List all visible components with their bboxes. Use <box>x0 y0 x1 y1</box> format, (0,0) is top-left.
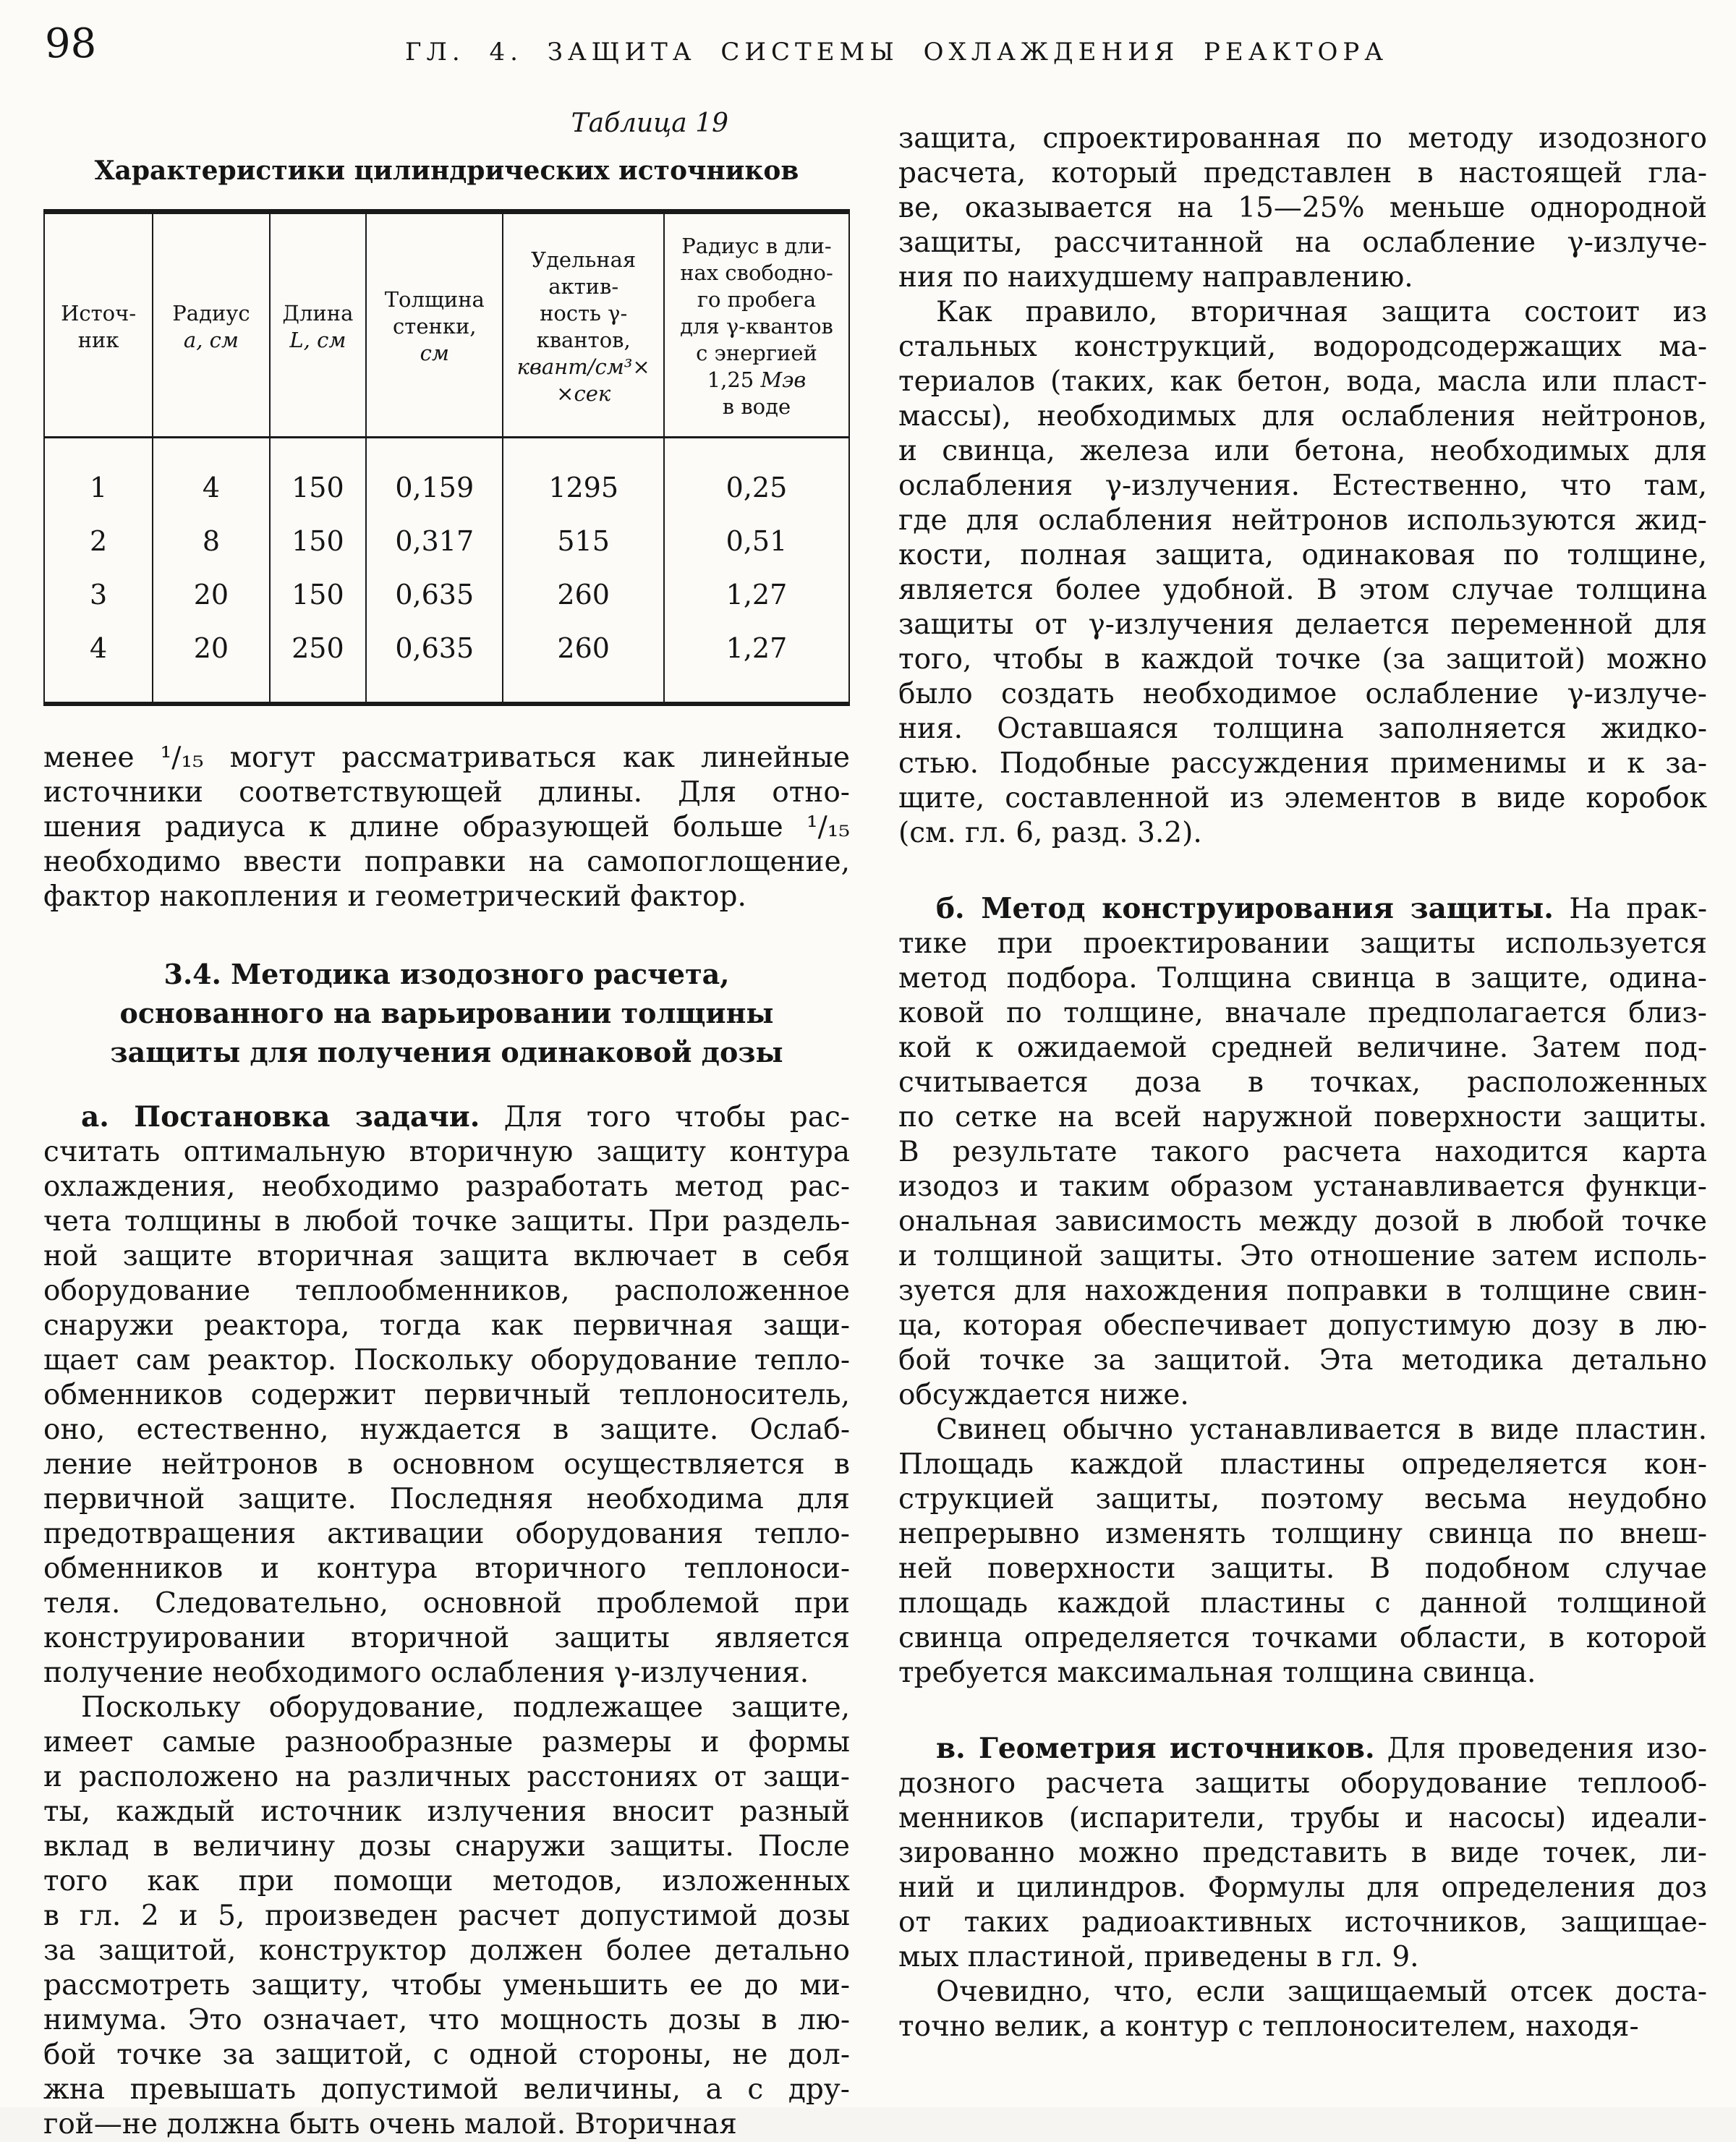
text-line: Толщина <box>384 287 485 312</box>
text-line: ния по наихудшему направлению. <box>898 261 1413 294</box>
text-line: является более удобной. В этом случае толщина <box>898 574 1707 606</box>
text-line: теля. Следовательно, основной проблемой при <box>43 1587 850 1620</box>
text-line: площадь каждой пластины с данной толщиной <box>898 1587 1707 1620</box>
table-cell: 260 <box>503 621 664 704</box>
table-title: Характеристики цилиндрических источников <box>94 156 799 186</box>
table-row <box>44 514 849 568</box>
right-paragraph-2 <box>898 295 1707 851</box>
text-line: в. Геометрия источников. Для проведения изо- <box>936 1732 1708 1765</box>
text-line: Длина <box>282 300 354 326</box>
column-header <box>366 212 503 438</box>
text-line: охлаждения, необходимо разработать метод рас- <box>43 1170 850 1203</box>
table-cell: 1295 <box>503 438 664 515</box>
table-cell: 20 <box>153 621 269 704</box>
left-column <box>43 109 850 2142</box>
text-line: обменников содержит первичный теплоноситель, <box>43 1379 850 1411</box>
text-line: защиты от γ-излучения делается переменной для <box>898 608 1707 641</box>
text-line: расчета, который представлен в настоящей гла- <box>898 157 1707 190</box>
text-line: метод подбора. Толщина свинца в защите, одина- <box>898 962 1707 995</box>
text-line: тике при проектировании защиты используется <box>898 927 1707 960</box>
text-line: 3.4. Методика изодозного расчета, <box>163 958 730 990</box>
text-line: и толщиной защиты. Это отношение затем исполь- <box>898 1240 1707 1272</box>
text-line: актив- <box>548 273 619 299</box>
text-line: го пробега <box>697 287 817 312</box>
text-line: конструировании вторичной защиты является <box>43 1622 850 1654</box>
text-line: свинца определяется точками области, в которой <box>898 1622 1707 1654</box>
table-cell: 260 <box>503 568 664 621</box>
column-header <box>44 212 153 438</box>
text-line: для γ-квантов <box>680 314 833 339</box>
text-line: ца, которая обеспечивает допустимую дозу в лю- <box>898 1309 1707 1342</box>
text-line: дозного расчета защиты оборудование теплооб- <box>898 1767 1707 1800</box>
text-line: стью. Подобные рассуждения применимы и к за- <box>898 747 1707 780</box>
text-line: Источ- <box>61 300 137 326</box>
text-line: мых пластиной, приведены в гл. 9. <box>898 1941 1419 1973</box>
text-line: ния. Оставшаяся толщина заполняется жидко- <box>898 713 1707 745</box>
table-cell: 150 <box>270 514 367 568</box>
text-line: щите, составленной из элементов в виде коробок <box>898 782 1707 815</box>
text-line: защиты для получения одинаковой дозы <box>110 1036 783 1068</box>
table-cell: 1 <box>90 472 108 503</box>
text-line: квант/см³× <box>516 354 650 379</box>
text-line: фактор накопления и геометрический фактор. <box>43 880 746 913</box>
text-line: ве, оказывается на 15—25% меньше однородной <box>898 192 1707 224</box>
text-line: нимума. Это означает, что мощность дозы в лю- <box>43 2004 850 2036</box>
text-line: имеет самые разнообразные размеры и формы <box>43 1726 850 1759</box>
text-line: обменников и контура вторичного теплоноси- <box>43 1552 850 1585</box>
para-after-table <box>43 741 850 914</box>
right-paragraph-1 <box>898 122 1707 295</box>
table-cell: 150 <box>270 568 367 621</box>
text-line: щает сам реактор. Поскольку оборудование тепло- <box>43 1344 850 1377</box>
text-line: зуется для нахождения поправки в толщине свин- <box>898 1275 1707 1307</box>
table-cell: 0,159 <box>366 438 503 515</box>
text-line: с энергией <box>696 341 817 365</box>
text-line: было создать необходимое ослабление γ-излуче- <box>898 678 1707 710</box>
table-cell: 0,25 <box>664 438 849 515</box>
column-header <box>664 212 849 438</box>
text-line: ник <box>77 327 119 352</box>
text-line: струкцией защиты, поэтому весьма неудобно <box>898 1483 1707 1516</box>
text-line: ×сек <box>556 381 611 406</box>
right-column <box>898 122 1707 2044</box>
text-line: от таких радиоактивных источников, защищае- <box>898 1906 1707 1939</box>
table-cell: 0,317 <box>366 514 503 568</box>
table-cell: 20 <box>153 568 269 621</box>
text-line: стальных конструкций, водородсодержащих ма- <box>898 331 1707 363</box>
text-line: бой точке за защитой. Эта методика детально <box>898 1344 1707 1377</box>
text-line: а. Постановка задачи. Для того чтобы рас- <box>81 1100 850 1134</box>
table-cell: 4 <box>90 632 108 664</box>
text-line: массы), необходимых для ослабления нейтронов, <box>898 400 1707 433</box>
text-line: квантов, <box>536 327 631 352</box>
text-line: того как при помощи методов, изложенных <box>43 1865 850 1897</box>
text-line: того, чтобы в каждой точке (за защитой) можно <box>898 643 1707 676</box>
text-line: териалов (таких, как бетон, вода, масла или пласт- <box>898 365 1707 398</box>
text-line: защита, спроектированная по методу изодозного <box>898 122 1707 155</box>
text-line: а, см <box>183 327 239 352</box>
table-header-row <box>44 212 849 438</box>
table-cell: 8 <box>153 514 269 568</box>
column-header <box>270 212 367 438</box>
text-line: нах свободно- <box>680 260 833 285</box>
text-line: ты, каждый источник излучения вносит разный <box>43 1795 850 1828</box>
section-v-paragraph-1 <box>898 1731 1707 1975</box>
text-line: где для ослабления нейтронов используются жид- <box>898 504 1707 537</box>
column-header <box>503 212 664 438</box>
text-line: Как правило, вторичная защита состоит из <box>936 296 1707 328</box>
text-line: бой точке за защитой, с одной стороны, не дол- <box>43 2039 850 2071</box>
cylindrical-sources-table <box>43 209 850 706</box>
text-line: получение необходимого ослабления γ-излучения. <box>43 1657 809 1689</box>
text-line: Площадь каждой пластины определяется кон- <box>898 1448 1707 1481</box>
table-cell: 2 <box>90 525 108 557</box>
table-cell: 0,635 <box>366 568 503 621</box>
text-line: Очевидно, что, если защищаемый отсек доста- <box>936 1976 1707 2008</box>
text-line: менее ¹/₁₅ могут рассматриваться как линейные <box>43 741 850 774</box>
table-row <box>44 621 849 704</box>
text-line: В результате такого расчета находится карта <box>898 1136 1707 1168</box>
text-line: оборудование теплообменников, расположенное <box>43 1275 850 1307</box>
text-line: и свинца, железа или бетона, необходимых для <box>898 435 1707 467</box>
text-line: непрерывно изменять толщину свинца по внеш- <box>898 1518 1707 1550</box>
table-row <box>44 438 849 515</box>
text-line: зированно можно представить в виде точек, ли- <box>898 1837 1707 1869</box>
text-line: (см. гл. 6, разд. 3.2). <box>898 817 1202 849</box>
text-line: см <box>420 341 449 365</box>
page-number: 98 <box>45 20 97 67</box>
text-line: кости, полная защита, одинаковая по толщине, <box>898 539 1707 571</box>
text-line: L, см <box>289 327 346 352</box>
table-cell: 3 <box>90 579 108 611</box>
section-a-paragraph-1 <box>43 1100 850 1691</box>
text-line: снаружи реактора, тогда как первичная защи- <box>43 1309 850 1342</box>
text-line: гой—не должна быть очень малой. Вторичная <box>43 2108 737 2141</box>
section-3-4-heading <box>43 955 850 1072</box>
text-line: и расположено на различных расстониях от защи- <box>43 1761 850 1793</box>
text-line: по сетке на всей наружной поверхности защиты. <box>898 1101 1707 1134</box>
text-line: в гл. 2 и 5, произведен расчет допустимой дозы <box>43 1900 850 1932</box>
table-cell: 1,27 <box>664 621 849 704</box>
text-line: источники соответствующей длины. Для отно- <box>43 776 850 809</box>
text-line: стенки, <box>393 314 477 339</box>
text-line: считывается доза в точках, расположенных <box>898 1066 1707 1099</box>
text-line: обсуждается ниже. <box>898 1379 1189 1411</box>
text-line: ление нейтронов в основном осуществляется в <box>43 1448 850 1481</box>
text-line: ослабления γ-излучения. Естественно, что там, <box>898 469 1707 502</box>
text-line: оно, естественно, нуждается в защите. Ослаб- <box>43 1414 850 1446</box>
text-line: ной защите вторичная защита включает в себя <box>43 1240 850 1272</box>
table-caption: Таблица 19 <box>571 109 728 138</box>
text-line: ний и цилиндров. Формулы для определения доз <box>898 1871 1707 1904</box>
text-line: 1,25 Мэв <box>707 367 807 392</box>
text-line: основанного на варьировании толщины <box>119 997 774 1029</box>
text-line: менников (испарители, трубы и насосы) идеали- <box>898 1802 1707 1835</box>
text-line: Радиус <box>172 300 250 326</box>
text-line: вклад в величину дозы снаружи защиты. После <box>43 1830 850 1863</box>
text-line: Радиус в дли- <box>681 234 832 258</box>
text-line: в воде <box>722 394 791 419</box>
table-cell: 515 <box>503 514 664 568</box>
table-cell: 0,51 <box>664 514 849 568</box>
text-line: первичной защите. Последняя необходима для <box>43 1483 850 1516</box>
text-line: ональная зависимость между дозой в любой точке <box>898 1205 1707 1238</box>
text-line: б. Метод конструирования защиты. На прак- <box>936 892 1707 925</box>
text-line: ковой по толщине, вначале предполагается близ- <box>898 997 1707 1029</box>
text-line: защиты, рассчитанной на ослабление γ-излуче- <box>898 226 1707 259</box>
table-cell: 250 <box>270 621 367 704</box>
section-b-paragraph-1 <box>898 891 1707 1413</box>
text-line: Удельная <box>531 247 637 272</box>
text-line: рассмотреть защиту, чтобы уменьшить ее до ми- <box>43 1969 850 2002</box>
text-line: Свинец обычно устанавливается в виде пластин. <box>936 1414 1707 1446</box>
text-line: Поскольку оборудование, подлежащее защите, <box>81 1691 850 1724</box>
text-line: требуется максимальная толщина свинца. <box>898 1657 1536 1689</box>
text-line: жна превышать допустимой величины, а с дру- <box>43 2073 850 2106</box>
text-line: изодоз и таким образом устанавливается функци- <box>898 1170 1707 1203</box>
section-a-paragraph-2 <box>43 1691 850 2142</box>
section-v-paragraph-2 <box>898 1975 1707 2044</box>
text-line: за защитой, конструктор должен более детально <box>43 1934 850 1967</box>
table-cell: 0,635 <box>366 621 503 704</box>
text-line: предотвращения активации оборудования тепло- <box>43 1518 850 1550</box>
column-header <box>153 212 269 438</box>
table-cell: 1,27 <box>664 568 849 621</box>
text-line: кой к ожидаемой средней величине. Затем под- <box>898 1032 1707 1064</box>
running-head: ГЛ. 4. ЗАЩИТА СИСТЕМЫ ОХЛАЖДЕНИЯ РЕАКТОРА <box>405 38 1388 67</box>
text-line: ней поверхности защиты. В подобном случае <box>898 1552 1707 1585</box>
section-b-paragraph-2 <box>898 1413 1707 1691</box>
text-line: шения радиуса к длине образующей больше ¹/₁₅ <box>43 811 850 843</box>
text-line: необходимо ввести поправки на самопоглощение, <box>43 846 850 878</box>
text-line: точно велик, а контур с теплоносителем, находя- <box>898 2010 1639 2043</box>
text-line: считать оптимальную вторичную защиту контура <box>43 1136 850 1168</box>
text-line: ность γ- <box>540 300 628 326</box>
table-row <box>44 568 849 621</box>
table-cell: 4 <box>153 438 269 515</box>
text-line: чета толщины в любой точке защиты. При раздель- <box>43 1205 850 1238</box>
table-cell: 150 <box>270 438 367 515</box>
